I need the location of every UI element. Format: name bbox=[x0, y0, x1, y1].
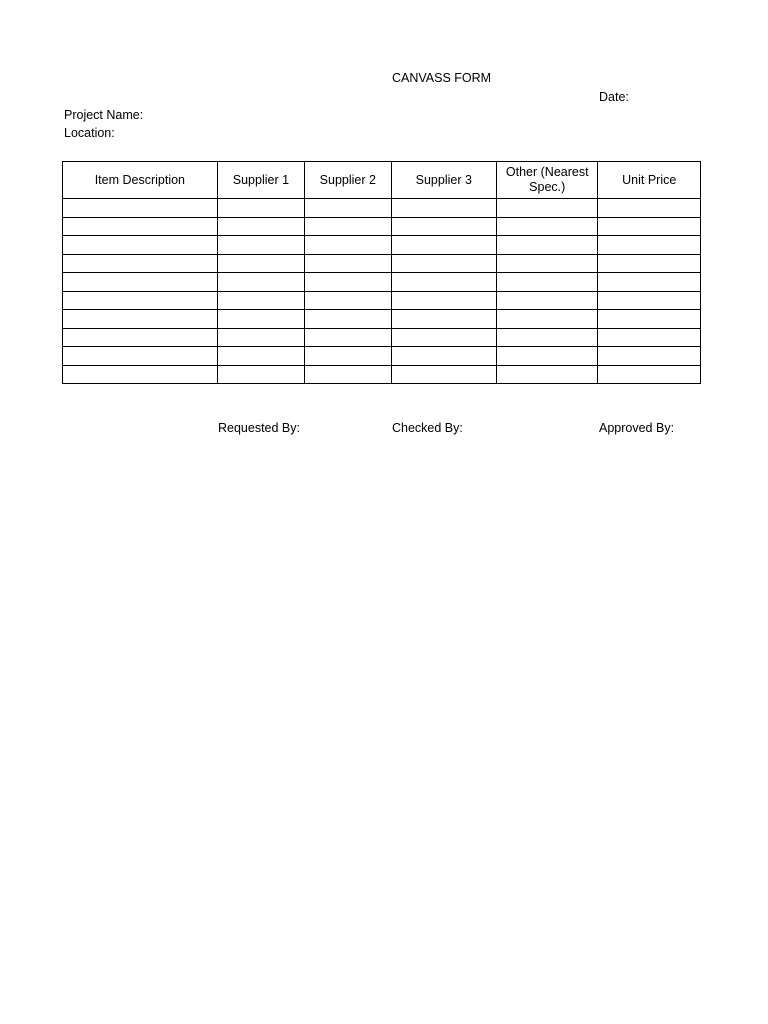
table-cell bbox=[391, 236, 496, 255]
table-cell bbox=[63, 291, 218, 310]
table-cell bbox=[497, 365, 598, 384]
table-row bbox=[63, 347, 701, 366]
table-cell bbox=[598, 254, 701, 273]
table-cell bbox=[391, 273, 496, 292]
table-cell bbox=[598, 199, 701, 218]
table-cell bbox=[497, 254, 598, 273]
table-cell bbox=[63, 273, 218, 292]
table-row bbox=[63, 328, 701, 347]
table-cell bbox=[305, 199, 391, 218]
table-cell bbox=[497, 199, 598, 218]
table-cell bbox=[598, 291, 701, 310]
table-cell bbox=[598, 365, 701, 384]
table-cell bbox=[305, 310, 391, 329]
table-cell bbox=[391, 199, 496, 218]
table-cell bbox=[598, 273, 701, 292]
form-title: CANVASS FORM bbox=[392, 71, 492, 85]
table-header-row bbox=[63, 162, 701, 199]
table-cell bbox=[63, 254, 218, 273]
table-cell bbox=[217, 291, 304, 310]
table-cell bbox=[63, 217, 218, 236]
table-body bbox=[63, 199, 701, 384]
header-supplier-2: Supplier 2 bbox=[305, 162, 391, 199]
table-cell bbox=[63, 236, 218, 255]
table-row bbox=[63, 217, 701, 236]
header-item-description: Item Description bbox=[63, 162, 218, 199]
table-cell bbox=[63, 365, 218, 384]
header-other-nearest-spec: Other (Nearest Spec.) bbox=[497, 162, 598, 199]
date-label: Date: bbox=[599, 90, 629, 104]
table-cell bbox=[391, 217, 496, 236]
table-cell bbox=[63, 199, 218, 218]
table-cell bbox=[217, 347, 304, 366]
table-cell bbox=[305, 347, 391, 366]
location-label: Location: bbox=[64, 126, 115, 140]
table-cell bbox=[63, 310, 218, 329]
table-cell bbox=[391, 291, 496, 310]
table-cell bbox=[497, 291, 598, 310]
table-cell bbox=[497, 273, 598, 292]
table-cell bbox=[305, 236, 391, 255]
table-row bbox=[63, 365, 701, 384]
table-cell bbox=[391, 328, 496, 347]
table-cell bbox=[598, 328, 701, 347]
header-supplier-3: Supplier 3 bbox=[391, 162, 496, 199]
table-cell bbox=[305, 291, 391, 310]
table-cell bbox=[305, 328, 391, 347]
table-cell bbox=[391, 365, 496, 384]
table-cell bbox=[391, 254, 496, 273]
project-name-label: Project Name: bbox=[64, 108, 144, 122]
table-row bbox=[63, 254, 701, 273]
table-cell bbox=[497, 310, 598, 329]
table-cell bbox=[217, 273, 304, 292]
table-cell bbox=[217, 236, 304, 255]
table-cell bbox=[217, 217, 304, 236]
table-cell bbox=[217, 254, 304, 273]
table-cell bbox=[217, 365, 304, 384]
table-cell bbox=[217, 328, 304, 347]
table-cell bbox=[217, 199, 304, 218]
table-cell bbox=[598, 236, 701, 255]
checked-by-label: Checked By: bbox=[392, 421, 463, 435]
table-cell bbox=[217, 310, 304, 329]
table-cell bbox=[305, 217, 391, 236]
table-cell bbox=[391, 310, 496, 329]
canvass-table bbox=[62, 161, 701, 384]
table-row bbox=[63, 310, 701, 329]
table-cell bbox=[305, 254, 391, 273]
table-cell bbox=[63, 328, 218, 347]
table-cell bbox=[497, 236, 598, 255]
requested-by-label: Requested By: bbox=[218, 421, 300, 435]
table-cell bbox=[391, 347, 496, 366]
table-cell bbox=[497, 217, 598, 236]
table-cell bbox=[598, 347, 701, 366]
table-cell bbox=[497, 328, 598, 347]
table-cell bbox=[598, 217, 701, 236]
table-cell bbox=[497, 347, 598, 366]
table-row bbox=[63, 291, 701, 310]
table-cell bbox=[63, 347, 218, 366]
table-row bbox=[63, 273, 701, 292]
table-cell bbox=[305, 273, 391, 292]
table-cell bbox=[598, 310, 701, 329]
table-row bbox=[63, 236, 701, 255]
header-supplier-1: Supplier 1 bbox=[217, 162, 304, 199]
header-unit-price: Unit Price bbox=[598, 162, 701, 199]
table-row bbox=[63, 199, 701, 218]
approved-by-label: Approved By: bbox=[599, 421, 675, 435]
table-cell bbox=[305, 365, 391, 384]
